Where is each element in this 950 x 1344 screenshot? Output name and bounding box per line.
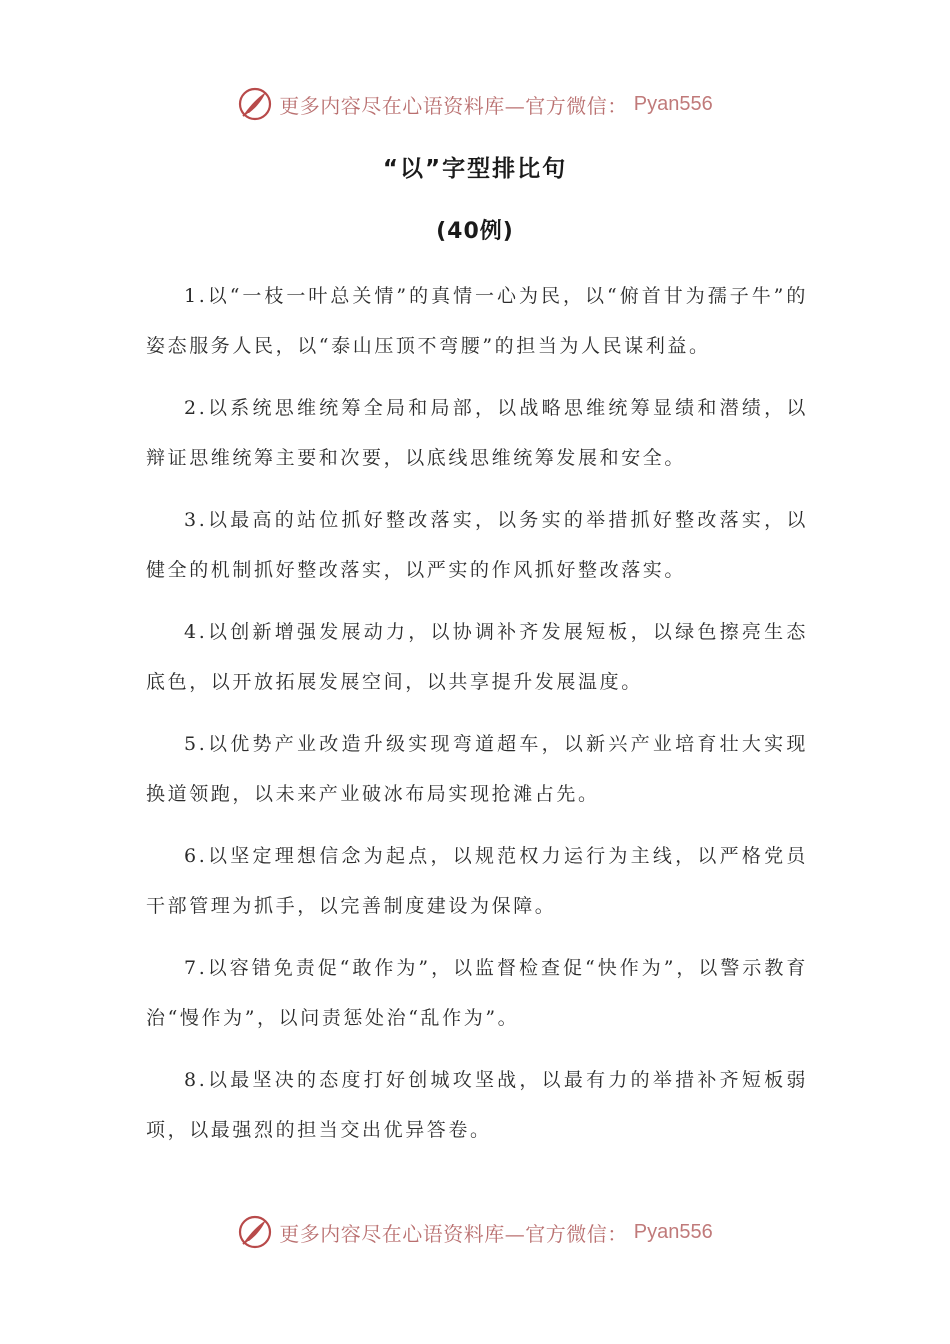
header-watermark-banner [0,84,950,124]
page-subtitle: (40例) [436,219,514,244]
banner-text: 更多内容尽在心语资料库—官方微信： [279,1221,628,1246]
footer-watermark-banner [0,1212,950,1252]
paragraph-4: 4.以创新增强发展动力，以协调补齐发展短板，以绿色擦亮生态底色，以开放拓展发展空间，以共享提升发展温度。 [146,621,808,693]
quill-pen-logo-icon [237,1214,273,1250]
paragraph-7: 7.以容错免责促“敢作为”，以监督检查促“快作为”，以警示教育治“慢作为”，以问责惩处治“乱作为”。 [146,957,808,1029]
quill-pen-logo-icon [237,86,273,122]
paragraph-8: 8.以最坚决的态度打好创城攻坚战，以最有力的举措补齐短板弱项，以最强烈的担当交出优异答卷。 [146,1069,808,1141]
paragraph-5: 5.以优势产业改造升级实现弯道超车，以新兴产业培育壮大实现换道领跑，以未来产业破冰布局实现抢滩占先。 [146,733,808,805]
page-title: “以”字型排比句 [382,156,568,182]
banner-text: 更多内容尽在心语资料库—官方微信： [279,93,628,118]
paragraph-2: 2.以系统思维统筹全局和局部，以战略思维统筹显绩和潜绩，以辩证思维统筹主要和次要，以底线思维统筹发展和安全。 [146,397,808,469]
paragraph-1: 1.以“一枝一叶总关情”的真情一心为民，以“俯首甘为孺子牛”的姿态服务人民，以“泰山压顶不弯腰”的担当为人民谋利益。 [146,285,808,357]
paragraph-6: 6.以坚定理想信念为起点，以规范权力运行为主线，以严格党员干部管理为抓手，以完善制度建设为保障。 [146,845,808,917]
banner-wechat-id: Pyan556 [633,92,713,115]
banner-wechat-id: Pyan556 [633,1220,713,1243]
paragraph-3: 3.以最高的站位抓好整改落实，以务实的举措抓好整改落实，以健全的机制抓好整改落实，以严实的作风抓好整改落实。 [146,509,808,581]
document-body [146,271,808,1167]
